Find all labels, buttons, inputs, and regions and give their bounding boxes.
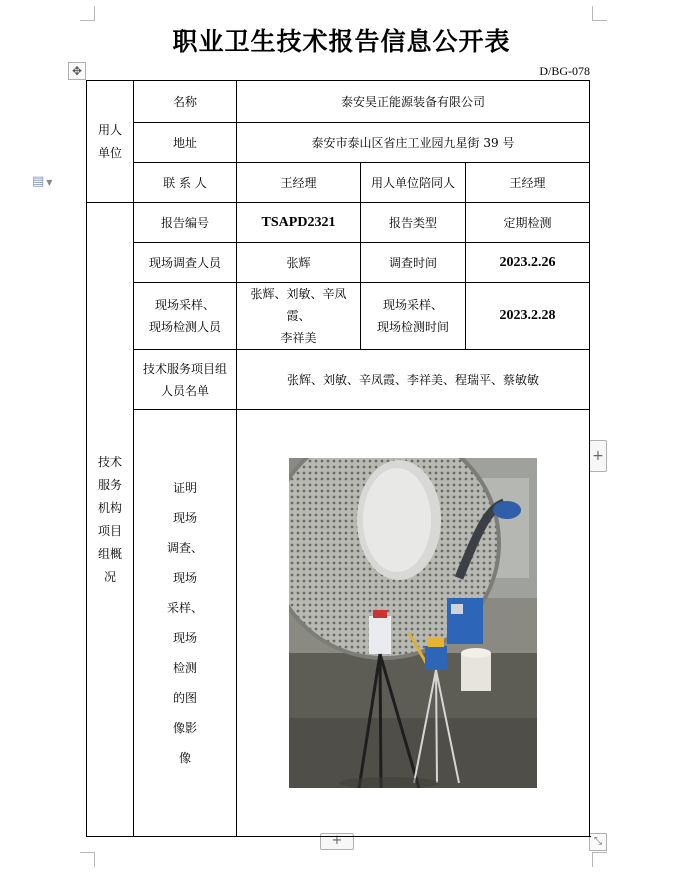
survey-time-label: 调查时间 xyxy=(361,243,466,283)
page-title: 职业卫生技术报告信息公开表 xyxy=(172,27,511,56)
employer-section-label: 用人 单位 xyxy=(87,81,134,203)
survey-staff-value: 张辉 xyxy=(237,243,361,283)
name-value: 泰安昊正能源装备有限公司 xyxy=(237,81,590,123)
contact-label: 联 系 人 xyxy=(134,163,237,203)
sampling-staff-label: 现场采样、 现场检测人员 xyxy=(134,283,237,350)
evidence-section-label: 证明 现场 调查、 现场 采样、 现场 检测 的图 像影 像 xyxy=(134,410,237,837)
document-options[interactable] xyxy=(32,174,52,189)
crop-mark-bottom-left xyxy=(80,852,95,867)
crop-mark-bottom-right xyxy=(592,852,607,867)
document-icon: ▤ xyxy=(32,174,45,189)
escort-value: 王经理 xyxy=(466,163,590,203)
report-type-label: 报告类型 xyxy=(361,203,466,243)
evidence-photo-cell xyxy=(237,410,590,837)
address-value: 泰安市泰山区省庄工业园九星街 39 号 xyxy=(237,123,590,163)
info-table xyxy=(86,80,590,837)
report-number-label: 报告编号 xyxy=(134,203,237,243)
report-type-value: 定期检测 xyxy=(466,203,590,243)
resize-icon: ⤡ xyxy=(594,836,602,847)
site-photo xyxy=(289,458,537,788)
address-label: 地址 xyxy=(134,123,237,163)
document-number: D/BG-078 xyxy=(539,64,590,78)
escort-label: 用人单位陪同人 xyxy=(361,163,466,203)
crop-mark-top-left xyxy=(80,6,95,21)
survey-staff-label: 现场调查人员 xyxy=(134,243,237,283)
name-label: 名称 xyxy=(134,81,237,123)
crop-mark-top-right xyxy=(592,6,607,21)
table-resize-handle[interactable] xyxy=(589,833,607,851)
survey-time-value: 2023.2.26 xyxy=(466,243,590,283)
members-label: 技术服务项目组 人员名单 xyxy=(134,350,237,410)
report-number-value: TSAPD2321 xyxy=(237,203,361,243)
sampling-time-value: 2023.2.28 xyxy=(466,283,590,350)
table-move-handle[interactable] xyxy=(68,62,86,80)
add-column-button[interactable] xyxy=(589,440,607,472)
site-photo-illustration xyxy=(289,458,537,788)
move-icon: ✥ xyxy=(71,64,83,78)
sampling-time-label: 现场采样、 现场检测时间 xyxy=(361,283,466,350)
contact-value: 王经理 xyxy=(237,163,361,203)
chevron-down-icon: ▼ xyxy=(46,178,53,187)
plus-icon: + xyxy=(592,448,604,464)
plus-icon: + xyxy=(331,833,343,848)
sampling-staff-value: 张辉、刘敏、辛凤霞、 李祥美 xyxy=(237,283,361,350)
members-value: 张辉、刘敏、辛凤霞、李祥美、程瑞平、蔡敏敏 xyxy=(237,350,590,410)
service-section-label: 技术 服务 机构 项目 组概 况 xyxy=(87,203,134,837)
